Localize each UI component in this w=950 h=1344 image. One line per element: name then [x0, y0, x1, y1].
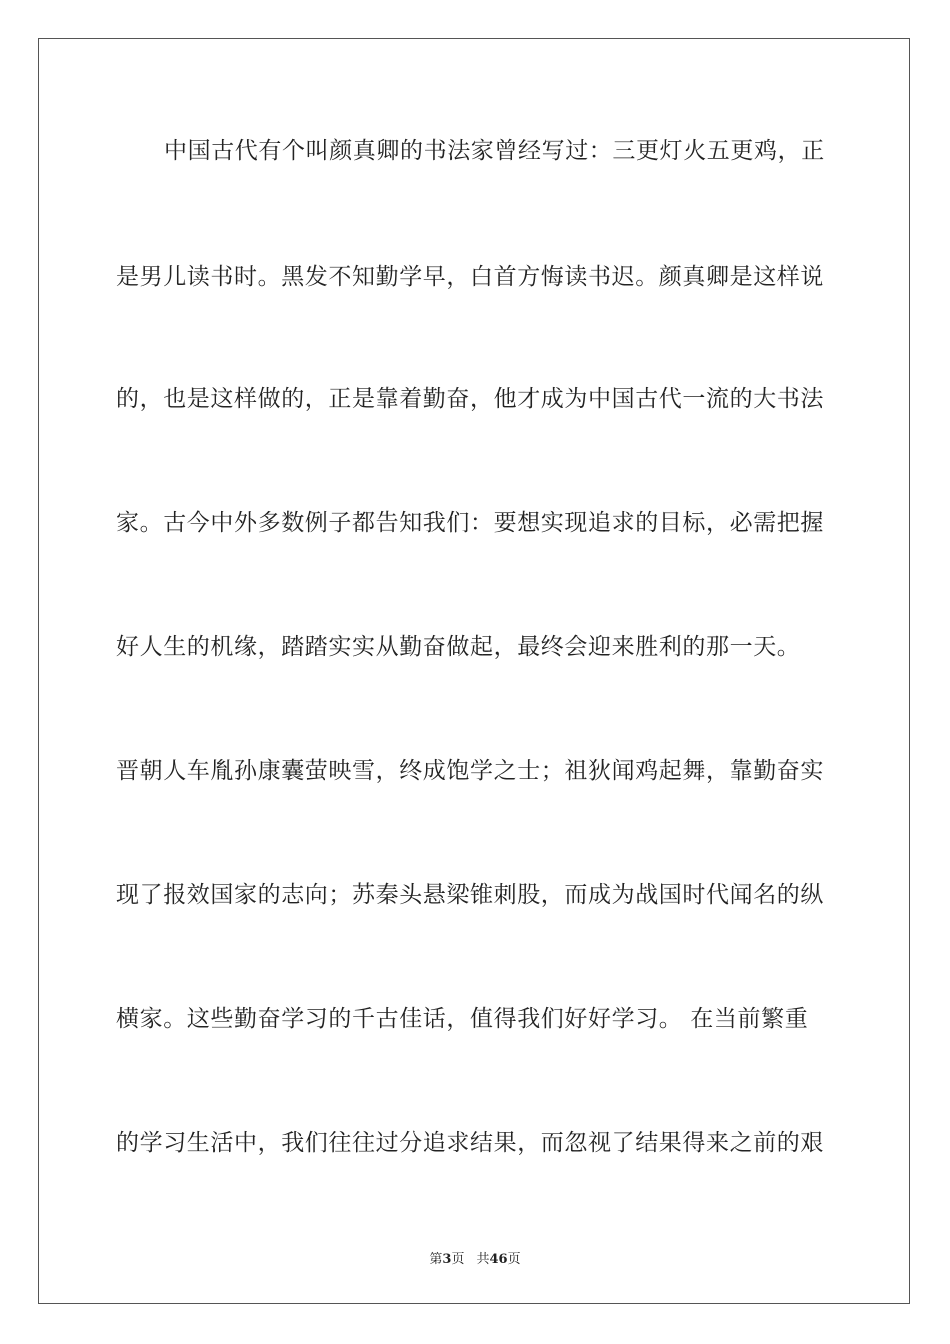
- footer-page-prefix: 第: [429, 1252, 443, 1267]
- paragraph-line-8: 横家。这些勤奋学习的千古佳话，值得我们好好学习。 在当前繁重: [116, 1006, 809, 1032]
- footer-page-suffix: 页: [451, 1252, 465, 1267]
- footer-total-pages: 46: [489, 1252, 508, 1267]
- paragraph-line-6: 晋朝人车胤孙康囊萤映雪，终成饱学之士；祖狄闻鸡起舞，靠勤奋实: [116, 758, 824, 784]
- page-border: [38, 38, 910, 1304]
- page-footer: [0, 1248, 950, 1267]
- paragraph-line-5: 好人生的机缘，踏踏实实从勤奋做起，最终会迎来胜利的那一天。: [116, 634, 801, 660]
- footer-total-prefix: 共: [476, 1252, 490, 1267]
- footer-total-suffix: 页: [507, 1252, 521, 1267]
- paragraph-line-9: 的学习生活中，我们往往过分追求结果，而忽视了结果得来之前的艰: [116, 1130, 824, 1156]
- paragraph-line-1: 中国古代有个叫颜真卿的书法家曾经写过：三更灯火五更鸡，正: [164, 138, 825, 164]
- paragraph-line-2: 是男儿读书时。黑发不知勤学早，白首方悔读书迟。颜真卿是这样说: [116, 264, 824, 290]
- footer-page-number: 3: [442, 1252, 452, 1267]
- paragraph-line-3: 的，也是这样做的，正是靠着勤奋，他才成为中国古代一流的大书法: [116, 386, 824, 412]
- paragraph-line-4: 家。古今中外多数例子都告知我们：要想实现追求的目标，必需把握: [116, 510, 824, 536]
- paragraph-line-7: 现了报效国家的志向；苏秦头悬梁锥刺股，而成为战国时代闻名的纵: [116, 882, 824, 908]
